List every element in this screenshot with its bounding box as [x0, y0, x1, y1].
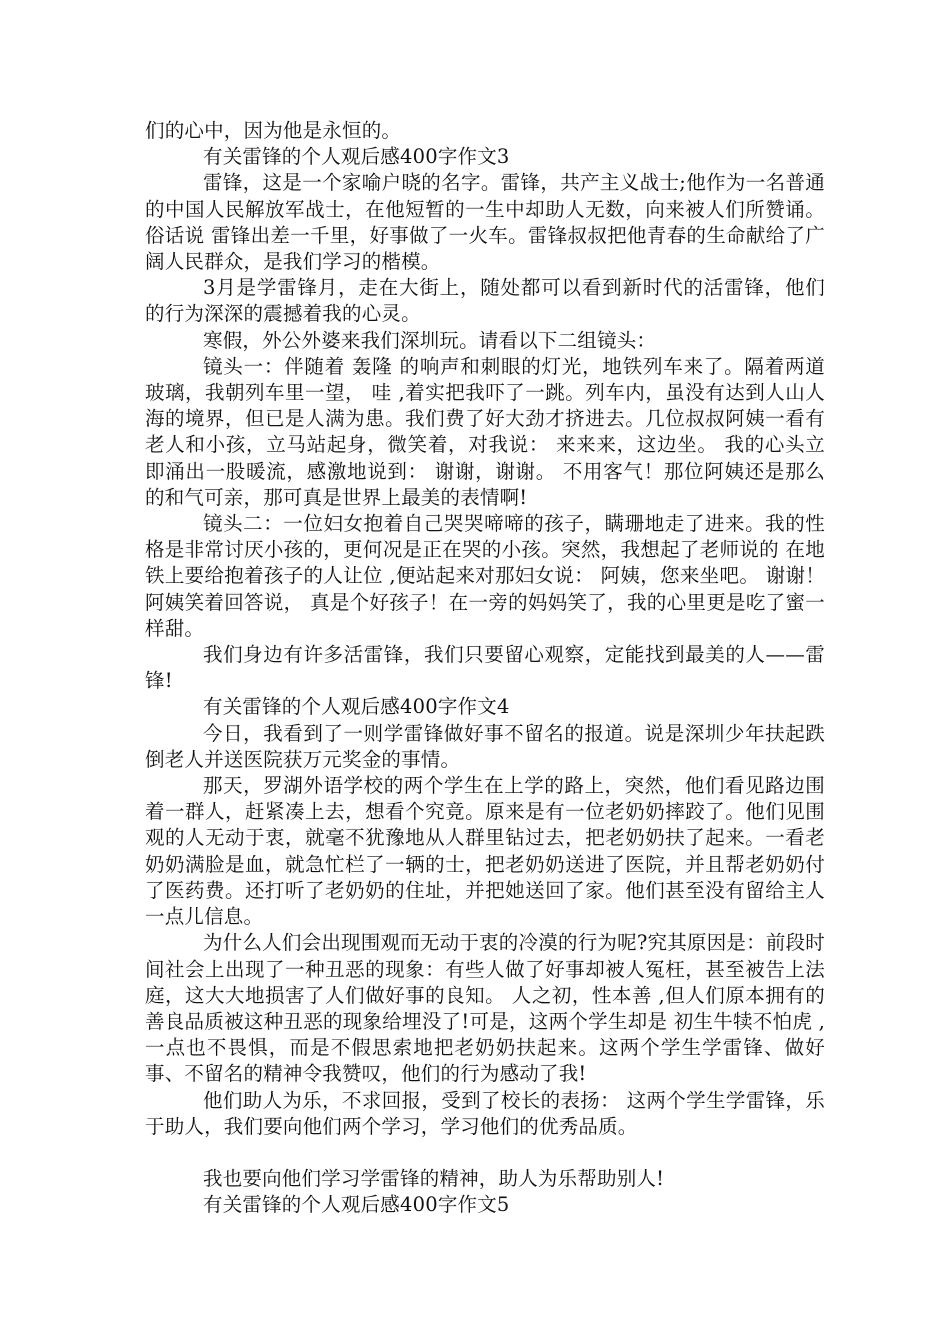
paragraph: 镜头二：一位妇女抱着自己哭哭啼啼的孩子，瞒珊地走了进来。我的性格是非常讨厌小孩的，更何况是正在哭的小孩。突然，我想起了老师说的 在地铁上要给抱着孩子的人让位 ,便站起来对那妇女说： 阿姨，您来坐吧。 谢谢！阿姨笑着回答说， 真是个好孩子！在一旁的妈妈笑了，我的心里更是吃了蜜一样甜。: [145, 512, 825, 640]
blank-line: [145, 1140, 825, 1166]
paragraph: 那天，罗湖外语学校的两个学生在上学的路上，突然，他们看见路边围着一群人，赶紧凑上去，想看个究竟。原来是有一位老奶奶摔跤了。他们见围观的人无动于衷，就毫不犹豫地从人群里钻过去，把老奶奶扶了起来。一看老奶奶满脸是血，就急忙栏了一辆的士，把老奶奶送进了医院，并且帮老奶奶付了医药费。还打听了老奶奶的住址，并把她送回了家。他们甚至没有留给主人一点儿信息。: [145, 774, 825, 929]
paragraph: 镜头一：伴随着 轰隆 的响声和刺眼的灯光，地铁列车来了。隔着两道玻璃，我朝列车里一望， 哇 ,着实把我吓了一跳。列车内，虽没有达到人山人海的境界，但已是人满为患。我们费了好大劲才挤进去。几位叔叔阿姨一看有老人和小孩，立马站起身，微笑着，对我说： 来来来，这边坐。 我的心头立即涌出一股暖流，感激地说到： 谢谢，谢谢。 不用客气！那位阿姨还是那么的和气可亲，那可真是世界上最美的表情啊!: [145, 354, 825, 509]
document-page: [145, 118, 825, 1218]
essay-heading-3: 有关雷锋的个人观后感400字作文3: [203, 145, 510, 169]
essay-heading-4: 有关雷锋的个人观后感400字作文4: [203, 695, 510, 719]
paragraph: 今日，我看到了一则学雷锋做好事不留名的报道。说是深圳少年扶起跌倒老人并送医院获万元奖金的事情。: [145, 721, 825, 771]
paragraph: 我们身边有许多活雷锋，我们只要留心观察，定能找到最美的人——雷锋!: [145, 643, 825, 693]
paragraph: 我也要向他们学习学雷锋的精神，助人为乐帮助别人!: [203, 1166, 665, 1190]
paragraph: 寒假，外公外婆来我们深圳玩。请看以下二组镜头：: [203, 328, 657, 352]
essay-heading-5: 有关雷锋的个人观后感400字作文5: [203, 1193, 510, 1217]
paragraph: 为什么人们会出现围观而无动于衷的冷漠的行为呢?究其原因是：前段时间社会上出现了一种丑恶的现象：有些人做了好事却被人冤枉，甚至被告上法庭，这大大地损害了人们做好事的良知。 人之初，性本善 ,但人们原本拥有的善良品质被这种丑恶的现象给埋没了!可是，这两个学生却是 初生牛犊不怕虎 ,一点也不畏惧，而是不假思索地把老奶奶扶起来。这两个学生学雷锋、做好事、不留名的精神令我赞叹，他们的行为感动了我!: [145, 931, 825, 1086]
paragraph: 雷锋，这是一个家喻户晓的名字。雷锋，共产主义战士;他作为一名普通的中国人民解放军战士，在他短暂的一生中却助人无数，向来被人们所赞诵。俗话说 雷锋出差一千里，好事做了一火车。雷锋叔叔把他青春的生命献给了广阔人民群众，是我们学习的楷模。: [145, 171, 825, 274]
paragraph-continuation: 们的心中，因为他是永恒的。: [145, 119, 402, 142]
paragraph: 他们助人为乐，不求回报，受到了校长的表扬： 这两个学生学雷锋，乐于助人，我们要向他们两个学习，学习他们的优秀品质。: [145, 1088, 825, 1138]
paragraph: 3月是学雷锋月，走在大街上，随处都可以看到新时代的活雷锋，他们的行为深深的震撼着我的心灵。: [145, 276, 825, 326]
